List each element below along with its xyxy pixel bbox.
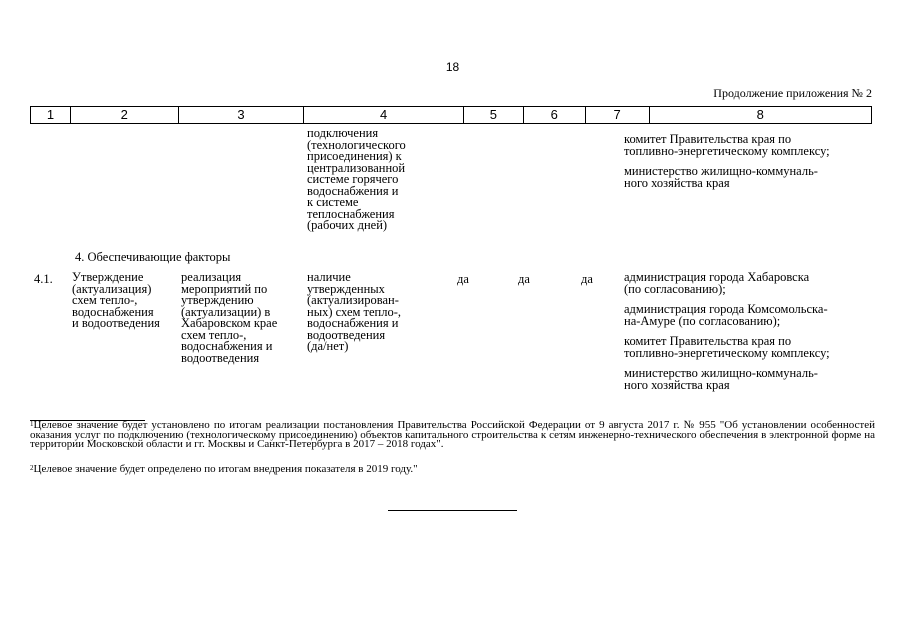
page-number: 18 [445,60,460,74]
responsible-body: министерство жилищно-коммуналь- ного хозяйства края [624,366,818,392]
header-col-6: 6 [524,107,586,123]
row-41-col7: да [581,272,593,286]
responsible-body: комитет Правительства края по топливно-энергетическому комплексу; [624,132,830,158]
section-title: 4. Обеспечивающие факторы [75,250,231,264]
row-41-col2: Утверждение (актуализация) схем тепло-, водоснабжения и водоотведения [72,270,160,330]
carryover-col8 [624,134,874,198]
row-number: 4.1. [34,272,53,286]
header-col-7: 7 [586,107,650,123]
responsible-body: министерство жилищно-коммуналь- ного хозяйства края [624,164,818,190]
row-41-col4: наличие утвержденных (актуализирован- ных) схем тепло-, водоснабжения и водоотведения (да/нет) [307,270,402,353]
responsible-body: администрация города Комсомольска- на-Амуре (по согласованию); [624,302,828,328]
footnote-1 [30,421,875,450]
row-41-col3: реализация мероприятий по утверждению (актуализации) в Хабаровском крае схем тепло-, водоснабжения и водоотведения [181,270,278,365]
header-col-3: 3 [179,107,305,123]
row-41-col6: да [518,272,530,286]
responsible-body: комитет Правительства края по топливно-энергетическому комплексу; [624,334,830,360]
table-header-row [30,106,872,124]
responsible-body: администрация города Хабаровска (по согласованию); [624,270,810,296]
document-end-line [388,510,517,511]
header-col-5: 5 [464,107,524,123]
row-41-col8 [624,272,874,400]
row-41-col5: да [457,272,469,286]
footnote-1-text: Целевое значение будет установлено по итогам реализации постановления Правительства Российской Федерации от 9 августа 2017 г. № 955 "Об установлении особенностей оказания услуг по подключению (технологическому присоединению) объектов капитального строительства к сетям инженерно-технического обеспечения в электронной форме на территории Московской области и гг. Москвы и Санкт-Петербурга в 2017 – 2018 годах". [30,419,875,451]
footnote-2-mark: 2 [30,464,34,472]
footnote-2-text: Целевое значение будет определено по итогам внедрения показателя в 2019 году." [33,463,418,475]
carryover-col4: подключения (технологического присоединения) к централизованной системе горячего водоснабжения и к системе теплоснабжения (рабочих дней) [307,126,406,232]
header-col-4: 4 [304,107,464,123]
continuation-label: Продолжение приложения № 2 [713,86,872,100]
header-col-8: 8 [756,107,764,122]
header-col-2: 2 [71,107,179,123]
footnote-2 [30,465,875,475]
footnote-1-mark: 1 [30,420,34,428]
header-col-1: 1 [31,107,71,123]
